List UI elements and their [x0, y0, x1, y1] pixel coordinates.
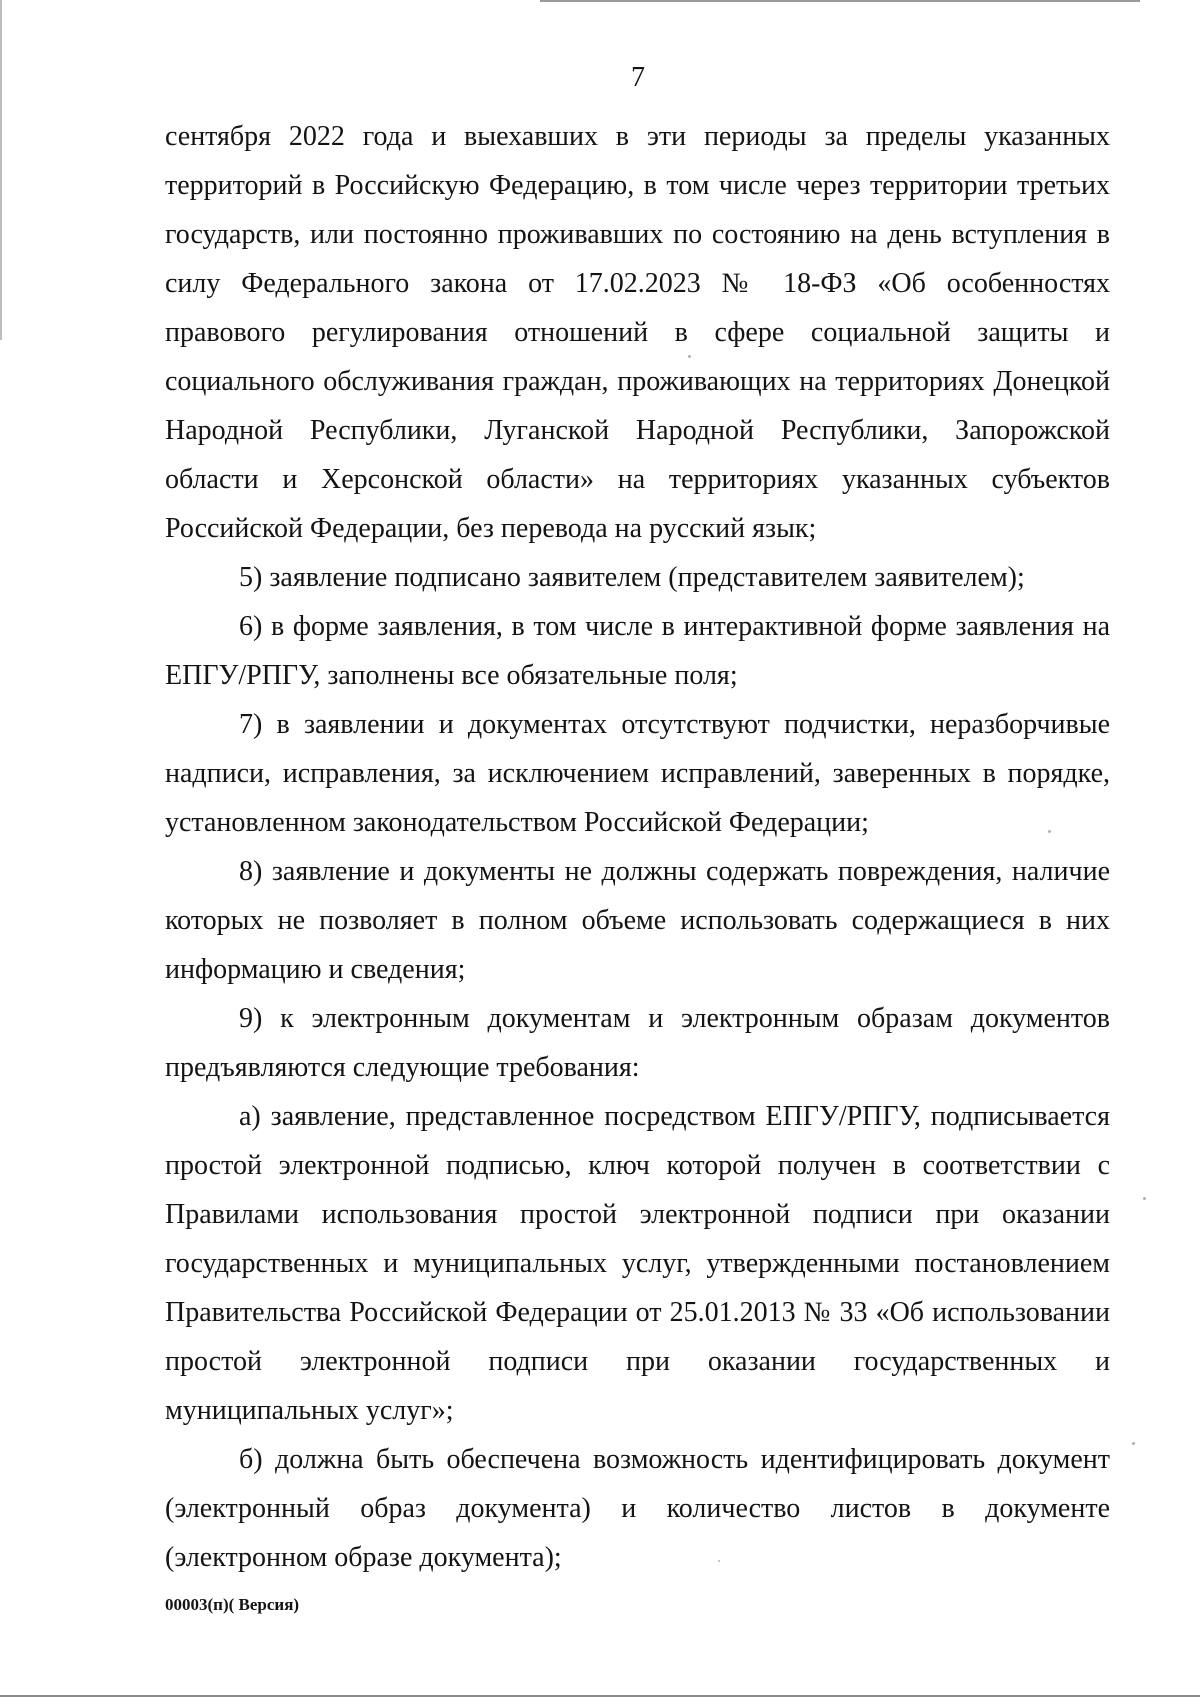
paragraph-continuation: сентября 2022 года и выехавших в эти периоды за пределы указанных территорий в Российскую Федерацию, в том числе через территории третьих государств, или постоянно проживавших по состоянию на день вступления в силу Федерального закона от 17.02.2023 № 18-ФЗ «Об особенностях правового регулирования отношений в сфере социальной защиты и социального обслуживания граждан, проживающих на территориях Донецкой Народной Республики, Луганской Народной Республики, Запорожской области и Херсонской области» на территориях указанных субъектов Российской Федерации, без перевода на русский язык;	[165, 121, 1110, 544]
scan-speck	[1132, 1442, 1135, 1445]
paragraph-item-9a: а) заявление, представленное посредством ЕПГУ/РПГУ, подписывается простой электронной подписью, ключ которой получен в соответствии с Правилами использования простой электронной подписи при оказании государственных и муниципальных услуг, утвержденными постановлением Правительства Российской Федерации от 25.01.2013 № 33 «Об использовании простой электронной подписи при оказании государственных и	[165, 1101, 1110, 1377]
paragraph-item-9b: б) должна быть обеспечена возможность идентифицировать документ (электронный образ документа) и количество листов в документе (электронном образе документа);	[165, 1444, 1110, 1573]
paragraph-item-5: 5) заявление подписано заявителем (представителем заявителем);	[239, 562, 1025, 593]
scan-edge-bottom	[0, 1695, 1200, 1697]
paragraph-item-7: 7) в заявлении и документах отсутствуют подчистки, неразборчивые надписи, исправления, за исключением исправлений, заверенных в порядке, установленном законодательством Российской Федерации;	[165, 709, 1110, 838]
scan-edge-top	[540, 0, 1140, 2]
footer-document-code: 00003(п)( Версия)	[165, 1595, 300, 1614]
paragraph-item-9a-ending: муниципальных услуг»;	[165, 1395, 454, 1426]
document-body	[165, 112, 1110, 1582]
scan-edge-left	[0, 0, 2, 340]
page-number: 7	[631, 62, 645, 93]
paragraph-item-8: 8) заявление и документы не должны содержать повреждения, наличие которых не позволяет в полном объеме использовать содержащиеся в них информацию и сведения;	[165, 856, 1110, 985]
scan-speck	[1143, 1197, 1146, 1200]
paragraph-item-6: 6) в форме заявления, в том числе в интерактивной форме заявления на ЕПГУ/РПГУ, заполнены все обязательные поля;	[165, 611, 1110, 691]
paragraph-item-9: 9) к электронным документам и электронным образам документов предъявляются следующие требования:	[165, 1003, 1110, 1083]
